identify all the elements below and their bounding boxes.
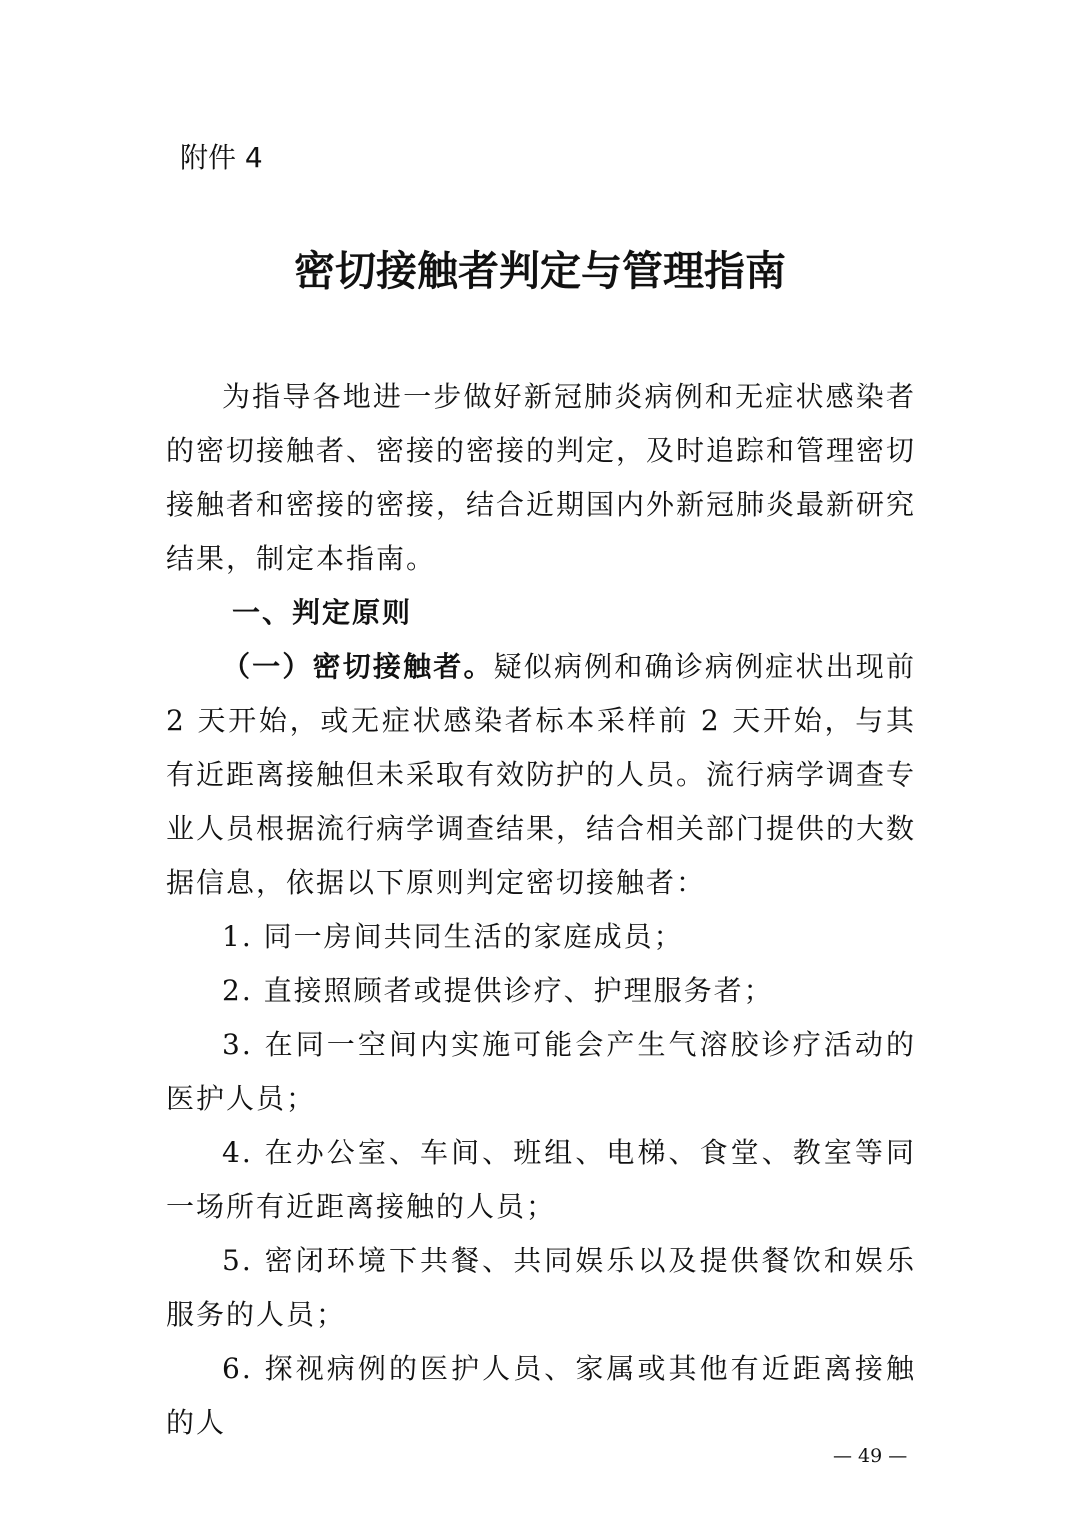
list-item: 3. 在同一空间内实施可能会产生气溶胶诊疗活动的医护人员； — [166, 1028, 916, 1115]
list-item: 4. 在办公室、车间、班组、电梯、食堂、教室等同一场所有近距离接触的人员； — [166, 1136, 916, 1223]
list-item: 5. 密闭环境下共餐、共同娱乐以及提供餐饮和娱乐服务的人员； — [166, 1244, 916, 1331]
document-title: 密切接触者判定与管理指南 — [294, 247, 786, 295]
list-item: 1. 同一房间共同生活的家庭成员； — [222, 920, 684, 953]
subsection-paragraph — [166, 640, 916, 910]
page-number: — 49 — — [833, 1445, 908, 1467]
list-item: 6. 探视病例的医护人员、家属或其他有近距离接触的人 — [166, 1352, 916, 1439]
subsection-lead: （一）密切接触者。 — [222, 650, 494, 683]
attachment-label: 附件 4 — [180, 141, 263, 174]
section-heading: 一、判定原则 — [232, 596, 413, 629]
list-item: 2. 直接照顾者或提供诊疗、护理服务者； — [222, 974, 774, 1007]
subsection-text: 疑似病例和确诊病例症状出现前 2 天开始，或无症状感染者标本采样前 2 天开始，与其有近距离接触但未采取有效防护的人员。流行病学调查专业人员根据流行病学调查结果，结合相关部门提供的大数据信息，依据以下原则判定密切接触者： — [166, 650, 917, 899]
intro-paragraph: 为指导各地进一步做好新冠肺炎病例和无症状感染者的密切接触者、密接的密接的判定，及时追踪和管理密切接触者和密接的密接，结合近期国内外新冠肺炎最新研究结果，制定本指南。 — [166, 380, 917, 575]
